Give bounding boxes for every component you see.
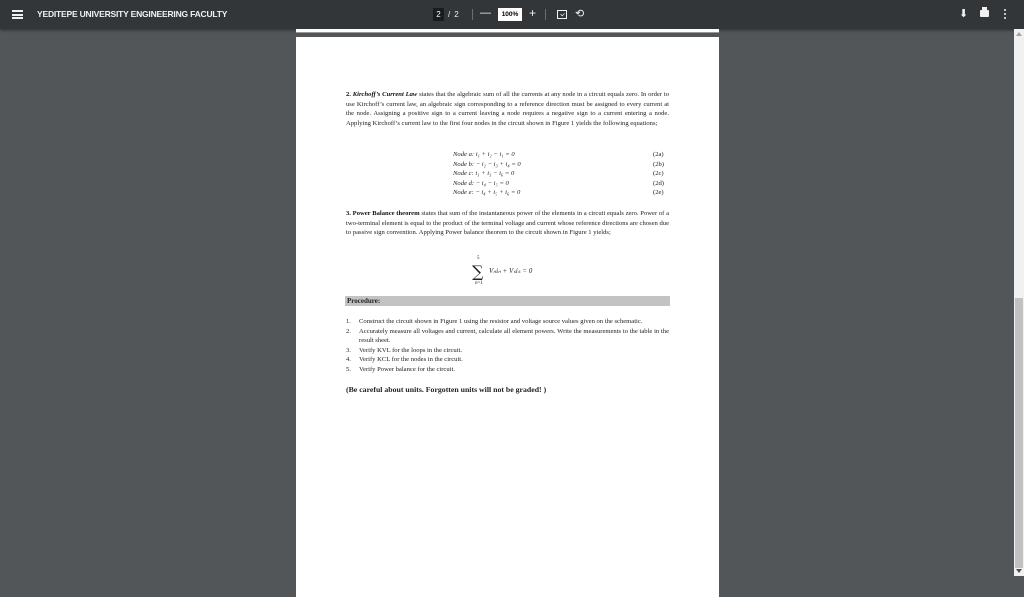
toolbar-divider (545, 9, 546, 20)
power-balance-paragraph (346, 209, 669, 238)
total-pages: 2 (454, 10, 459, 19)
power-text: states that sum of the instantaneous power of the elements in a circuit equals zero. Power of a two-terminal element is equal to the product of the terminal voltage and current whose reference directions are chosen due to passive sign convention. Applying Power balance theorem to the circuit shown in Figure 1 yields; (346, 210, 669, 237)
sigma-symbol: ∑ (472, 262, 484, 281)
equation-text: Node a: i₁ + i₂ − i₁ = 0 (453, 151, 515, 158)
step-number: 4. (346, 356, 351, 363)
equation-number: (2d) (653, 179, 664, 187)
step-text: Accurately measure all voltages and current, calculate all element powers. Write the measurements to the table in the result sheet. (359, 327, 669, 344)
sum-lower-limit: n=1 (475, 281, 483, 286)
kcl-equations (453, 150, 669, 198)
sum-upper-limit: 5 (477, 256, 480, 261)
more-options-icon[interactable] (1004, 9, 1006, 21)
equation-number: (2a) (653, 151, 664, 158)
scroll-down-arrow-icon[interactable] (1016, 569, 1022, 573)
equation-row (453, 150, 669, 160)
page-separator: / (448, 10, 451, 19)
zoom-in-button[interactable]: + (529, 6, 537, 20)
step-text: Verify KVL for the loops in the circuit. (359, 346, 463, 354)
equation-number: (2b) (653, 160, 664, 168)
equation-text: Node b: − i₂ − i₃ + i₄ = 0 (453, 160, 521, 168)
step-number: 5. (346, 365, 351, 373)
equation-row (453, 169, 669, 179)
sum-expression: Vₙiₙ + Vₛiₛ = 0 (489, 267, 533, 275)
scroll-thumb[interactable] (1015, 298, 1023, 568)
pdf-toolbar (0, 0, 1024, 29)
page-number-input[interactable] (433, 8, 444, 21)
units-warning: (Be careful about units. Forgotten units will not be graded! ) (346, 385, 547, 394)
power-balance-equation (472, 256, 562, 288)
equation-text: Node d: − i₄ − i₅ = 0 (453, 179, 509, 187)
download-icon[interactable]: ⬇ (959, 8, 969, 20)
kcl-text: states that the algebraic sum of all the currents at any node in a circuit equals zero. In order to use Kirchoff’s current law, an algebraic sign corresponding to a reference direction must be assigned to every current at the node. Assigning a positive sign to a current leaving a node requires a negative sign to a current entering a node. Applying Kirchoff’s current law to the first four nodes in the circuit shown in Figure 1 yields the following equations; (346, 91, 669, 127)
kcl-term: Kirchoff’s Current Law (352, 91, 418, 98)
equation-number: (2e) (653, 189, 664, 196)
toolbar-divider (472, 9, 473, 20)
step-text: Construct the circuit shown in Figure 1 using the resistor and voltage source values given on the schematic. (359, 318, 643, 325)
step-text: Verify Power balance for the circuit. (359, 365, 455, 373)
list-item (346, 355, 669, 365)
print-icon[interactable] (980, 10, 989, 17)
rotate-icon[interactable]: ⟲ (575, 8, 585, 20)
vertical-scrollbar[interactable] (1014, 29, 1024, 576)
equation-number: (2c) (653, 170, 664, 177)
zoom-out-button[interactable]: — (480, 7, 491, 19)
kcl-prefix: 2. (346, 91, 353, 98)
page-navigation (433, 8, 459, 21)
kcl-paragraph (346, 90, 669, 128)
step-text: Verify KCL for the nodes in the circuit. (359, 356, 463, 363)
power-term: Power Balance theorem (352, 210, 420, 217)
list-item (346, 346, 669, 356)
zoom-level-input[interactable]: 100% (498, 8, 522, 21)
step-number: 2. (346, 327, 351, 335)
scroll-up-arrow-icon[interactable] (1016, 32, 1022, 36)
pdf-page (296, 37, 719, 597)
document-title: YEDITEPE UNIVERSITY ENGINEERING FACULTY (37, 9, 228, 19)
list-item (346, 317, 669, 327)
list-item (346, 365, 669, 375)
menu-icon[interactable] (12, 10, 23, 19)
procedure-list (346, 317, 669, 374)
step-number: 3. (346, 346, 351, 354)
power-prefix: 3. (346, 210, 353, 217)
procedure-heading: Procedure: (345, 296, 670, 306)
equation-row (453, 179, 669, 189)
equation-row (453, 188, 669, 198)
fit-to-page-icon[interactable] (557, 10, 567, 19)
equation-row (453, 160, 669, 170)
list-item (346, 327, 669, 346)
step-number: 1. (346, 318, 351, 325)
equation-text: Node c: i₁ + i₃ − i₆ = 0 (453, 170, 515, 177)
equation-text: Node e: − i₄ + i₅ + i₆ = 0 (453, 189, 521, 196)
previous-page-bottom (296, 29, 719, 33)
